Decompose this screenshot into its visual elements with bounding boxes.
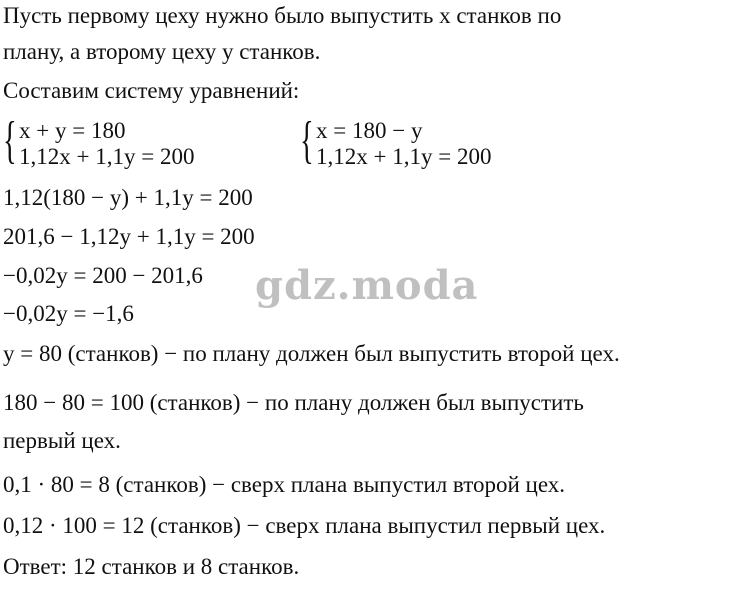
setup-line: Составим систему уравнений:	[3, 78, 300, 103]
system1-eq2: 1,12x + 1,1y = 200	[19, 144, 195, 169]
system2-eq1: x = 180 − y	[316, 118, 423, 143]
result-x-line-2: первый цех.	[3, 428, 121, 453]
watermark-logo: gdz.moda	[255, 262, 479, 309]
equation-system-1	[3, 112, 283, 170]
system2-eq2: 1,12x + 1,1y = 200	[316, 144, 492, 169]
brace-icon: {	[300, 112, 314, 169]
extra-first: 0,12 · 100 = 12 (станков) − сверх плана выпустил первый цех.	[3, 513, 606, 538]
result-x-line-1: 180 − 80 = 100 (станков) − по плану должен был выпустить	[3, 390, 584, 415]
intro-line-1: Пусть первому цеху нужно было выпустить x станков по	[3, 3, 562, 28]
system1-eq1: x + y = 180	[19, 118, 126, 143]
step-3: −0,02y = 200 − 201,6	[3, 263, 203, 288]
brace-icon: {	[3, 112, 17, 169]
step-4: −0,02y = −1,6	[3, 301, 134, 326]
intro-line-2: плану, а второму цеху y станков.	[3, 39, 321, 64]
step-1: 1,12(180 − y) + 1,1y = 200	[3, 185, 253, 210]
equation-system-2	[300, 112, 560, 170]
extra-second: 0,1 · 80 = 8 (станков) − сверх плана выпустил второй цех.	[3, 472, 565, 497]
result-y: y = 80 (станков) − по плану должен был выпустить второй цех.	[3, 341, 620, 366]
step-2: 201,6 − 1,12y + 1,1y = 200	[3, 224, 255, 249]
answer-line: Ответ: 12 станков и 8 станков.	[3, 554, 300, 579]
